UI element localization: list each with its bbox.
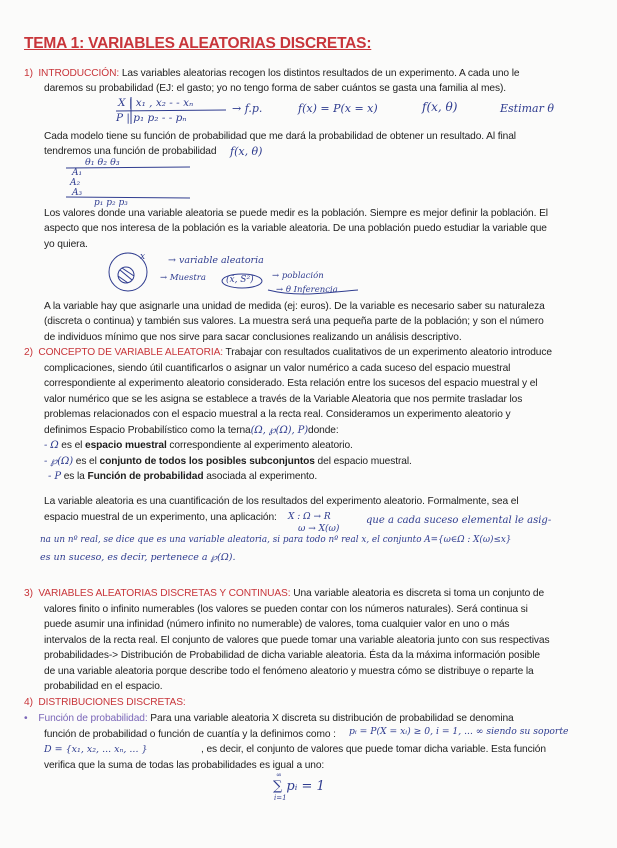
handwritten-diagram-va: → variable aleatoria (168, 255, 264, 266)
handwritten-line-3: es un suceso, es decir, pertenece a ℘(Ω). (40, 552, 236, 563)
handwritten-fx-theta-2: f(x, θ) (230, 145, 263, 158)
handwritten-map-1: X : Ω → R (288, 512, 331, 522)
handwritten-grid-row-3: A₃ (72, 188, 83, 198)
page-title: TEMA 1: VARIABLES ALEATORIAS DISCRETAS: (24, 35, 372, 52)
handwritten-diagram-poblacion: → población (272, 271, 324, 281)
handwritten-diagram-x: x (140, 252, 146, 262)
list-item-partes (44, 454, 412, 470)
section-1-line-6: aspecto que nos interesa de la población es la variable aleatoria. De una población puedo estudiar la variable que (44, 223, 547, 234)
section-3-line-7: probabilidad en el espacio. (44, 681, 163, 692)
list-item-partes-b: conjunto de todos los posibles subconjuntos (99, 456, 315, 467)
section-1-heading: INTRODUCCIÓN: (38, 68, 120, 79)
handwritten-map-2: ω → X(ω) (298, 524, 340, 534)
handwritten-D: D = {x₁, x₂, ... xₙ, ... } (44, 744, 148, 755)
section-2-text-f: definimos Espacio Probabilístico como la terna (44, 425, 251, 436)
section-4-line-1 (24, 695, 186, 711)
sample-hatch (118, 268, 134, 283)
section-4-line-2 (24, 711, 514, 727)
section-2-line-2: complicaciones, siendo útil cuantificarlos o asignar un valor numérico a cada suceso del espacio muestral (44, 363, 511, 374)
section-4-line-5: verifica que la suma de todas las probabilidades es igual a uno: (44, 760, 325, 771)
section-1-line-8: A la variable hay que asignarle una unidad de medida (ej: euros). De la variable es necesario saber su naturaleza (44, 301, 545, 312)
handwritten-terna: (Ω, ℘(Ω), P) (250, 425, 309, 436)
list-item-omega-a: es el (58, 440, 86, 451)
section-3-text-a: Una variable aleatoria es discreta si toma un conjunto de (290, 588, 545, 599)
list-item-probabilidad-symbol: - P (48, 471, 61, 482)
section-1-line-1 (24, 66, 519, 82)
section-1-line-3: Cada modelo tiene su función de probabilidad que me dará la probabilidad de obtener un resultado. Al final (44, 131, 516, 142)
section-3-line-3: puede asumir una infinidad (número infinito no numerable) de valores, toma cualquier valor en uno o más (44, 619, 510, 630)
handwritten-diagram-muestra: → Muestra (160, 273, 206, 283)
handwritten-diagram-xs: (x̄, S²) (226, 275, 254, 285)
section-4-subheading: Función de probabilidad: (38, 713, 148, 724)
sample-circle (118, 267, 134, 283)
list-item-partes-a: es el (73, 456, 100, 467)
list-item-probabilidad-c: asociada al experimento. (203, 471, 318, 482)
section-2-line-6 (44, 423, 339, 439)
section-4-line-4: , es decir, el conjunto de valores que puede tomar dicha variable. Esta función (201, 744, 546, 755)
handwritten-table-p: P | p₁ p₂ - - pₙ (116, 112, 187, 124)
handwritten-estimar: Estimar θ (500, 102, 554, 115)
section-1-line-9: (discreta o continua) y también sus valores. La muestra será una pequeña parte de la población; y son el número (44, 316, 544, 327)
handwritten-fx-theta: f(x, θ) (422, 100, 458, 114)
section-1-line-10: de individuos mínimo que nos sirve para sacar conclusiones realizando un análisis descriptivo. (44, 332, 462, 343)
section-1-number: 1) (24, 68, 33, 79)
handwritten-fp: → f.p. (232, 102, 263, 115)
section-3-line-4: intervalos de la recta real. El conjunto de valores que puede tomar una variable aleatoria junto con sus respectivas (44, 635, 550, 646)
list-item-omega-b: espacio muestral (85, 440, 167, 451)
handwritten-line-2: na un nº real, se dice que es una variable aleatoria, si para todo nº real x, el conjunto A={ω∈Ω : X(ω)≤x} (40, 535, 512, 545)
list-item-probabilidad (48, 469, 317, 485)
section-3-line-6: de una variable aleatoria porque describe todo el fenómeno aleatorio y muestra cómo se distribuye o reparte la (44, 666, 534, 677)
handwritten-sum-bot: i=1 (274, 794, 287, 802)
handwritten-line-1: que a cada suceso elemental le asig- (366, 515, 552, 526)
list-item-omega-c: correspondiente al experimento aleatorio. (166, 440, 353, 451)
list-item-probabilidad-a: es la (61, 471, 88, 482)
section-3-line-1 (24, 586, 544, 602)
handwritten-pi: pᵢ = P(X = xᵢ) ≥ 0, i = 1, ... ∞ siendo su soporte (349, 726, 569, 737)
bullet-dot: • (24, 713, 28, 724)
handwritten-grid-row-1: A₁ (72, 168, 83, 178)
list-item-omega (44, 438, 353, 454)
handwritten-table-x: X | x₁ , x₂ - - xₙ (118, 97, 194, 109)
handwritten-grid-footer: p₁ p₂ p₃ (94, 198, 128, 208)
section-2-text-f2: donde: (308, 425, 339, 436)
handwritten-sum-top: ∞ (276, 771, 282, 779)
grid-bottom-line (66, 197, 190, 198)
section-2-line-7: La variable aleatoria es una cuantificación de los resultados del experimento aleatorio. Formalmente, sea el (44, 496, 519, 507)
section-2-line-1 (24, 345, 552, 361)
section-2-line-4: valor numérico que se les asigna se establece a través de la Variable Aleatoria que nos permite trasladar los (44, 394, 523, 405)
section-1-line-2: daremos su probabilidad (EJ: el gasto; yo no tengo forma de saber cuántos se gasta una familia al mes). (44, 83, 506, 94)
section-3-line-2: valores finito o infinito numerables (los valores se pueden contar con los números naturales). Será continua si (44, 604, 528, 615)
section-2-text-a: Trabajar con resultados cualitativos de un experimento aleatorio introduce (223, 347, 552, 358)
list-item-partes-symbol: - ℘(Ω) (44, 456, 74, 467)
list-item-omega-symbol: - Ω (44, 440, 59, 451)
handwritten-grid-header: θ₁ θ₂ θ₃ (85, 157, 120, 168)
list-item-probabilidad-b: Función de probabilidad (87, 471, 204, 482)
handwritten-fx: f(x) = P(x = x) (298, 102, 378, 115)
section-3-line-5: probabilidades-> Distribución de Probabilidad de dicha variable aleatoria. Ésta da la máxima información posible (44, 650, 540, 661)
section-1-line-7: yo quiera. (44, 239, 88, 250)
section-2-line-3: correspondiente al experimento aleatorio considerado. Esta relación entre los sucesos del espacio muestral y el (44, 378, 538, 389)
section-1-line-4: tendremos una función de probabilidad (44, 146, 217, 157)
table-divider-line (116, 110, 226, 111)
handwritten-diagram-inferencia: → θ Inferencia (276, 285, 338, 295)
list-item-partes-c: del espacio muestral. (314, 456, 412, 467)
section-4-text-a: Para una variable aleatoria X discreta su distribución de probabilidad se denomina (147, 713, 514, 724)
section-4-heading: DISTRIBUCIONES DISCRETAS: (38, 697, 186, 708)
handwritten-grid-row-2: A₂ (70, 178, 81, 188)
section-3-number: 3) (24, 588, 33, 599)
handwritten-sum: ∑ pᵢ = 1 (273, 779, 325, 794)
section-2-number: 2) (24, 347, 33, 358)
section-1-text-a: Las variables aleatorias recogen los distintos resultados de un experimento. A cada uno le (119, 68, 520, 79)
section-2-line-5: problemas relacionados con el espacio muestral a la recta real. Consideramos un experimento aleatorio y (44, 409, 511, 420)
section-3-heading: VARIABLES ALEATORIAS DISCRETAS Y CONTINUAS: (38, 588, 291, 599)
section-2-heading: CONCEPTO DE VARIABLE ALEATORIA: (38, 347, 223, 358)
section-2-line-8: espacio muestral de un experimento, una aplicación: (44, 512, 277, 523)
section-4-number: 4) (24, 697, 33, 708)
section-4-line-3: función de probabilidad o función de cuantía y la definimos como : (44, 729, 336, 740)
section-1-line-5: Los valores donde una variable aleatoria se puede medir es la población. Siempre es mejor definir la población. El (44, 208, 548, 219)
